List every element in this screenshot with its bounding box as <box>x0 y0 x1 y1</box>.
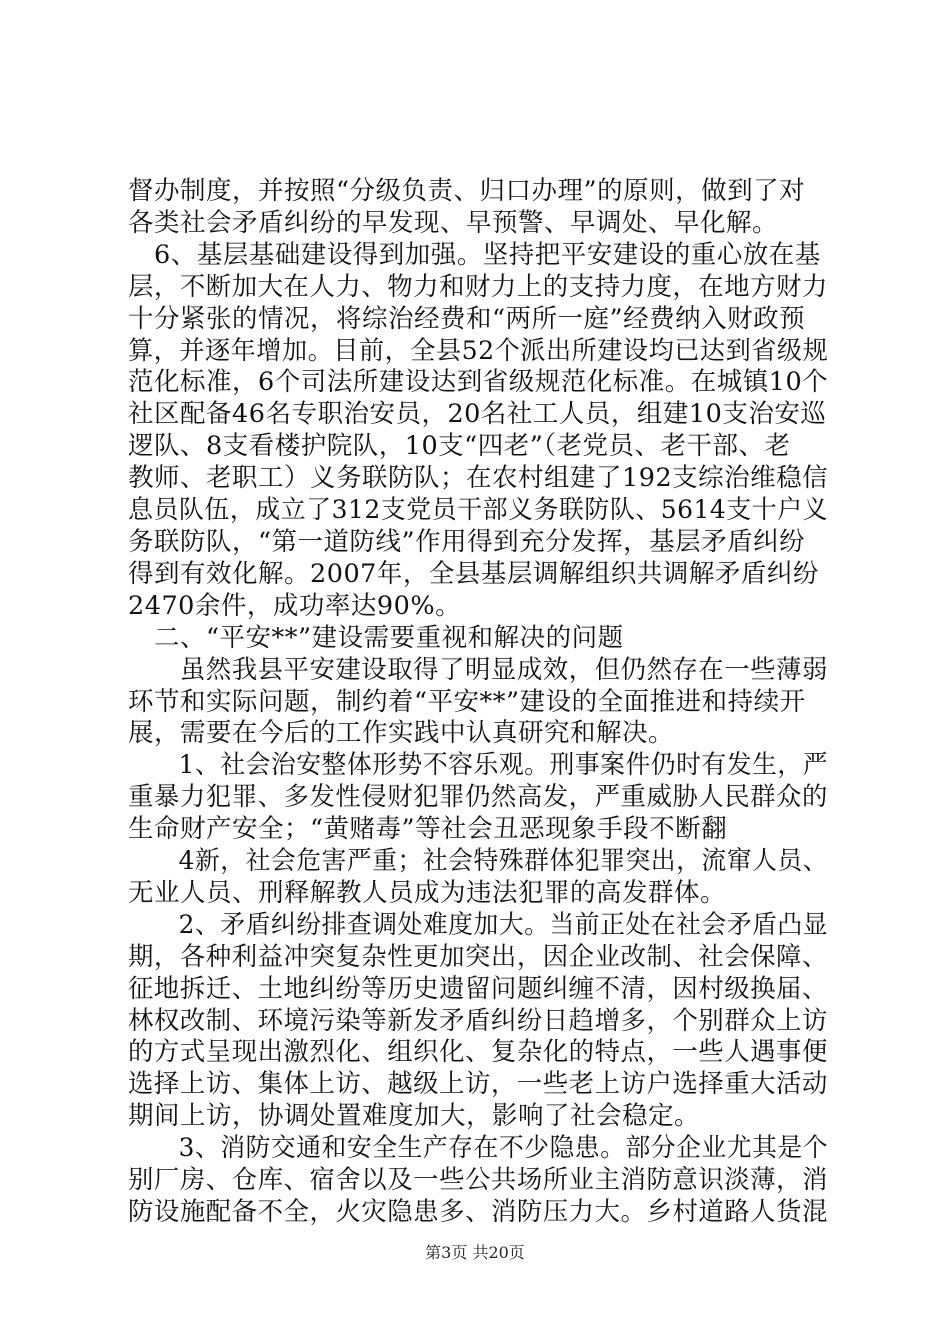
body-text-line: 4新，社会危害严重；社会特殊群体犯罪突出，流窜人员、 <box>128 846 829 876</box>
body-text-line: 征地拆迁、土地纠纷等历史遗留问题纠缠不清，因村级换届、 <box>128 974 828 1004</box>
page-footer: 第3页 共20页 <box>425 1243 525 1262</box>
body-text-line: 得到有效化解。2007年，全县基层调解组织共调解矛盾纠纷 <box>128 559 819 589</box>
body-text-line: 生命财产安全；“黄赌毒”等社会丑恶现象手段不断翻 <box>128 814 728 844</box>
body-text-line: 期间上访，协调处置难度加大，影响了社会稳定。 <box>128 1101 701 1131</box>
body-text-line: 3、消防交通和安全生产存在不少隐患。部分企业尤其是个 <box>128 1133 829 1163</box>
body-text-line: 2、矛盾纠纷排查调处难度加大。当前正处在社会矛盾凸显 <box>128 910 829 940</box>
section-heading: 二、“平安**”建设需要重视和解决的问题 <box>128 623 624 653</box>
body-text-line: 1、社会治安整体形势不容乐观。刑事案件仍时有发生，严 <box>128 750 829 780</box>
body-text-line: 范化标准，6个司法所建设达到省级规范化标准。在城镇10个 <box>128 367 829 397</box>
body-text-line: 社区配备46名专职治安员，20名社工人员，组建10支治安巡 <box>128 399 827 429</box>
body-text-line: 防设施配备不全，火灾隐患多、消防压力大。乡村道路人货混 <box>128 1197 828 1227</box>
body-text-line: 督办制度，并按照“分级负责、归口办理”的原则，做到了对 <box>128 176 806 206</box>
body-text-line: 期，各种利益冲突复杂性更加突出，因企业改制、社会保障、 <box>128 942 828 972</box>
body-text-line: 的方式呈现出激烈化、组织化、复杂化的特点，一些人遇事便 <box>128 1037 828 1067</box>
body-text-line: 教师、老职工）义务联防队；在农村组建了192支综治维稳信 <box>128 463 829 493</box>
body-text-line: 选择上访、集体上访、越级上访，一些老上访户选择重大活动 <box>128 1069 828 1099</box>
body-text-line: 层，不断加大在人力、物力和财力上的支持力度，在地方财力 <box>128 272 828 302</box>
body-text-line: 环节和实际问题，制约着“平安**”建设的全面推进和持续开 <box>128 687 806 717</box>
body-text-line: 十分紧张的情况，将综治经费和“两所一庭”经费纳入财政预 <box>128 304 806 334</box>
body-text-line: 务联防队，“第一道防线”作用得到充分发挥，基层矛盾纠纷 <box>128 527 806 557</box>
body-text-line: 各类社会矛盾纠纷的早发现、早预警、早调处、早化解。 <box>128 208 779 238</box>
body-text-line: 2470余件，成功率达90%。 <box>128 591 462 621</box>
body-text-line: 算，并逐年增加。目前，全县52个派出所建设均已达到省级规 <box>128 336 829 366</box>
body-text-line: 重暴力犯罪、多发性侵财犯罪仍然高发，严重威胁人民群众的 <box>128 782 828 812</box>
body-text-line: 展，需要在今后的工作实践中认真研究和解决。 <box>128 718 675 748</box>
body-text-line: 息员队伍，成立了312支党员干部义务联防队、5614支十户义 <box>128 495 829 525</box>
body-text-line: 虽然我县平安建设取得了明显成效，但仍然存在一些薄弱 <box>128 655 828 685</box>
body-text-line: 逻队、8支看楼护院队，10支“四老”（老党员、老干部、老 <box>128 431 791 461</box>
body-text-line: 林权改制、环境污染等新发矛盾纠纷日趋增多，个别群众上访 <box>128 1006 828 1036</box>
body-text-line: 6、基层基础建设得到加强。坚持把平安建设的重心放在基 <box>128 240 821 270</box>
body-text-line: 别厂房、仓库、宿舍以及一些公共场所业主消防意识淡薄，消 <box>128 1165 828 1195</box>
body-text-line: 无业人员、刑释解教人员成为违法犯罪的高发群体。 <box>128 878 727 908</box>
